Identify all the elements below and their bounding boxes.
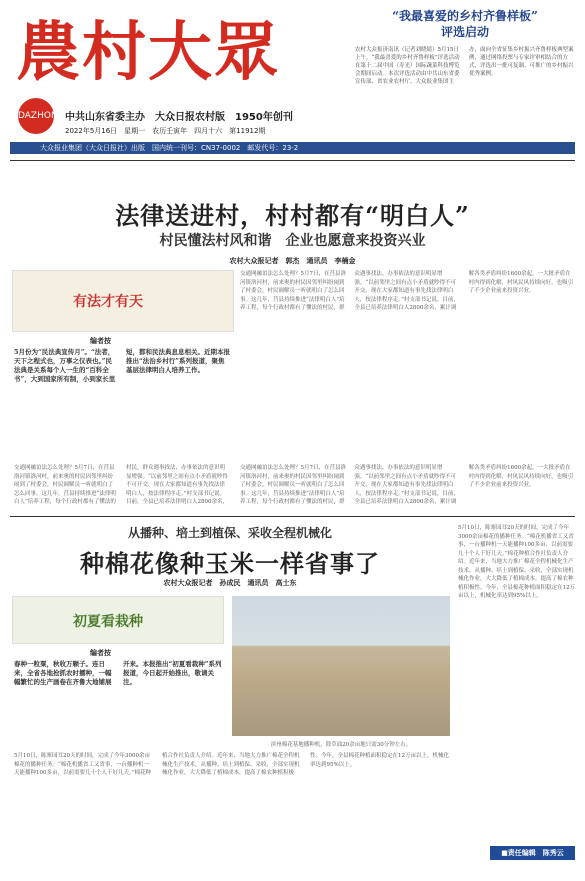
info-bar: 大众报业集团（大众日报社）出版 国内统一刊号：CN37-0002 邮发代号：23-2 xyxy=(10,142,575,154)
top-story-title-line2: 评选启动 xyxy=(440,25,489,39)
lead-body-lower: 交通网融谊法怎么处理？5月7日，在莒县洛河镇洛河村，前来奥的村民因邻里纠纷闹到了村委会，村民调解员一听就明白了怎么回事。这几年，莒县持续推进“法律明白人”培养工程，每个行政村都有了懂法的村民，群众遇事找法、办事依法的意识明显增强。“以前邻里之间有点小矛盾就吵得不可开交，现在大家都知道有事先找法律明白人，按法律程序走。”村支部书记说。目前，全县已培养法律明白人2800余名， xyxy=(14,465,228,505)
masthead xyxy=(10,8,350,138)
cotton-field-photo xyxy=(232,596,450,736)
second-headline: 种棉花像种玉米一样省事了 xyxy=(80,549,380,578)
lead-body-upper: 交通网融谊法怎么处理？5月7日，在莒县洛河镇洛河村，前来奥的村民因邻里纠纷闹到了村委会，村民调解员一听就明白了怎么回事。这几年，莒县持续推进“法律明白人”培养工程，每个行政村都有了懂法的村民，群众遇事找法、办事依法的意识明显增强。“以前邻里之间有点小矛盾就吵得不可开交，现在大家都知道有事先找法律明白人，按法律程序走。”村支部书记说。目前，全县已培养法律明白人2800余名，累计调解各类矛盾纠纷1600余起，一大批矛盾在村内得到化解，村风民风持续向好，也吸引了不少企业前来投资兴业。 xyxy=(240,271,574,311)
second-body-sidebar: 5月10日，陈寨园耳20天的时间，完成了今年3000余亩棉花的播种任务。“棉花机播省工又省事，一台播种机一天能播种100多亩，以前需要几十个人干好几天。”棉花种植合作社负责人介绍。近年来，当地大力推广棉花全程机械化生产技术，从播种、培土到植保、采收，全部实现机械化作业，大大降低了植棉成本，提高了棉农种植积极性。今年，全县棉花种植面积稳定在12万亩以上，机械化率达到95%以上。 xyxy=(458,525,575,599)
second-byline: 农村大众报记者 孙成民 通讯员 高士东 xyxy=(163,579,297,587)
second-ednote: 春种一粒粟，秋收万颗子。连日来，全省各地抢抓农时播种，一幅幅繁忙的生产画卷在齐鲁大地铺展开来。本报推出“初夏看栽种”系列报道，今日起开始推出，敬请关注。 xyxy=(14,660,222,686)
editor-tag: ■责任编辑 陈秀云 xyxy=(490,846,575,860)
newspaper-logo: 農村大眾 xyxy=(16,15,280,90)
lead-headline: 法律送进村，村村都有“明白人” xyxy=(115,201,470,230)
lead-banner xyxy=(12,270,234,332)
lead-ednote: 5月份为“民法典宣传月”。“法者，天下之程式也，万事之仪表也。”民法典是关系每个人一生的“百科全书”，大到国家所有制，小到家长里短，都和民法典息息相关。近期本报推出“法治乡村行”系列报道，聚焦基层法律明白人培养工作。 xyxy=(14,348,230,383)
top-story-body: 农村大众报济南讯（记者刘晓婧）5月15日上午，“我最喜爱的乡村齐鲁样板”评选活动在第十二届中国（寿光）国际蔬菜科技博览会期间启动。本次评选活动由中共山东省委宣传部、省农业农村厅、大众报业集团主办，面向全省征集乡村振兴齐鲁样板典型案例，通过网络投票与专家评审相结合的方式，评选出一批可复制、可推广的乡村振兴优秀案例。 xyxy=(355,47,574,85)
divider xyxy=(10,516,575,517)
second-banner-title: 初夏看栽种 xyxy=(73,614,143,630)
photo-caption: 滨州棉花基地播种机，除草面20余亩地只需30分钟左右。 xyxy=(270,742,412,748)
lead-ednote-label: 编者按 xyxy=(90,337,111,345)
lead-byline: 农村大众报记者 郭杰 通讯员 李楠金 xyxy=(229,257,356,265)
sponsor-line: 中共山东省委主办 大众日报农村版 1950年创刊 xyxy=(65,112,293,123)
divider xyxy=(10,160,575,161)
top-story xyxy=(355,8,575,146)
dateline: 2022年5月16日 星期一 农历壬寅年 四月十六 第11912期 xyxy=(65,127,266,135)
top-story-title-line1: “我最喜爱的乡村齐鲁样板” xyxy=(392,9,538,23)
lead-subhead: 村民懂法村风和谐 企业也愿意来投资兴业 xyxy=(159,233,426,249)
second-body: 5月10日，陈寨园耳20天的时间，完成了今年3000余亩棉花的播种任务。“棉花机播省工又省事，一台播种机一天能播种100多亩，以前需要几十个人干好几天。”棉花种植合作社负责人介绍。近年来，当地大力推广棉花全程机械化生产技术，从播种、培土到植保、采收，全部实现机械化作业，大大降低了植棉成本，提高了棉农种植积极性。今年，全县棉花种植面积稳定在12万亩以上，机械化率达到95%以上。 xyxy=(14,753,450,776)
second-kicker: 从播种、培土到植保、采收全程机械化 xyxy=(127,526,332,540)
second-ednote-label: 编者按 xyxy=(90,649,111,657)
second-banner xyxy=(12,596,224,644)
lead-body-continued: 交通网融谊法怎么处理？5月7日，在莒县洛河镇洛河村，前来奥的村民因邻里纠纷闹到了村委会，村民调解员一听就明白了怎么回事。这几年，莒县持续推进“法律明白人”培养工程，每个行政村都有了懂法的村民，群众遇事找法、办事依法的意识明显增强。“以前邻里之间有点小矛盾就吵得不可开交，现在大家都知道有事先找法律明白人，按法律程序走。”村支部书记说。目前，全县已培养法律明白人2800余名，累计调解各类矛盾纠纷1600余起，一大批矛盾在村内得到化解，村风民风持续向好，也吸引了不少企业前来投资兴业。 xyxy=(240,465,574,505)
lead-banner-title: 有法才有天 xyxy=(73,294,143,310)
dazhong-logo-icon: DAZHONG xyxy=(18,98,54,134)
